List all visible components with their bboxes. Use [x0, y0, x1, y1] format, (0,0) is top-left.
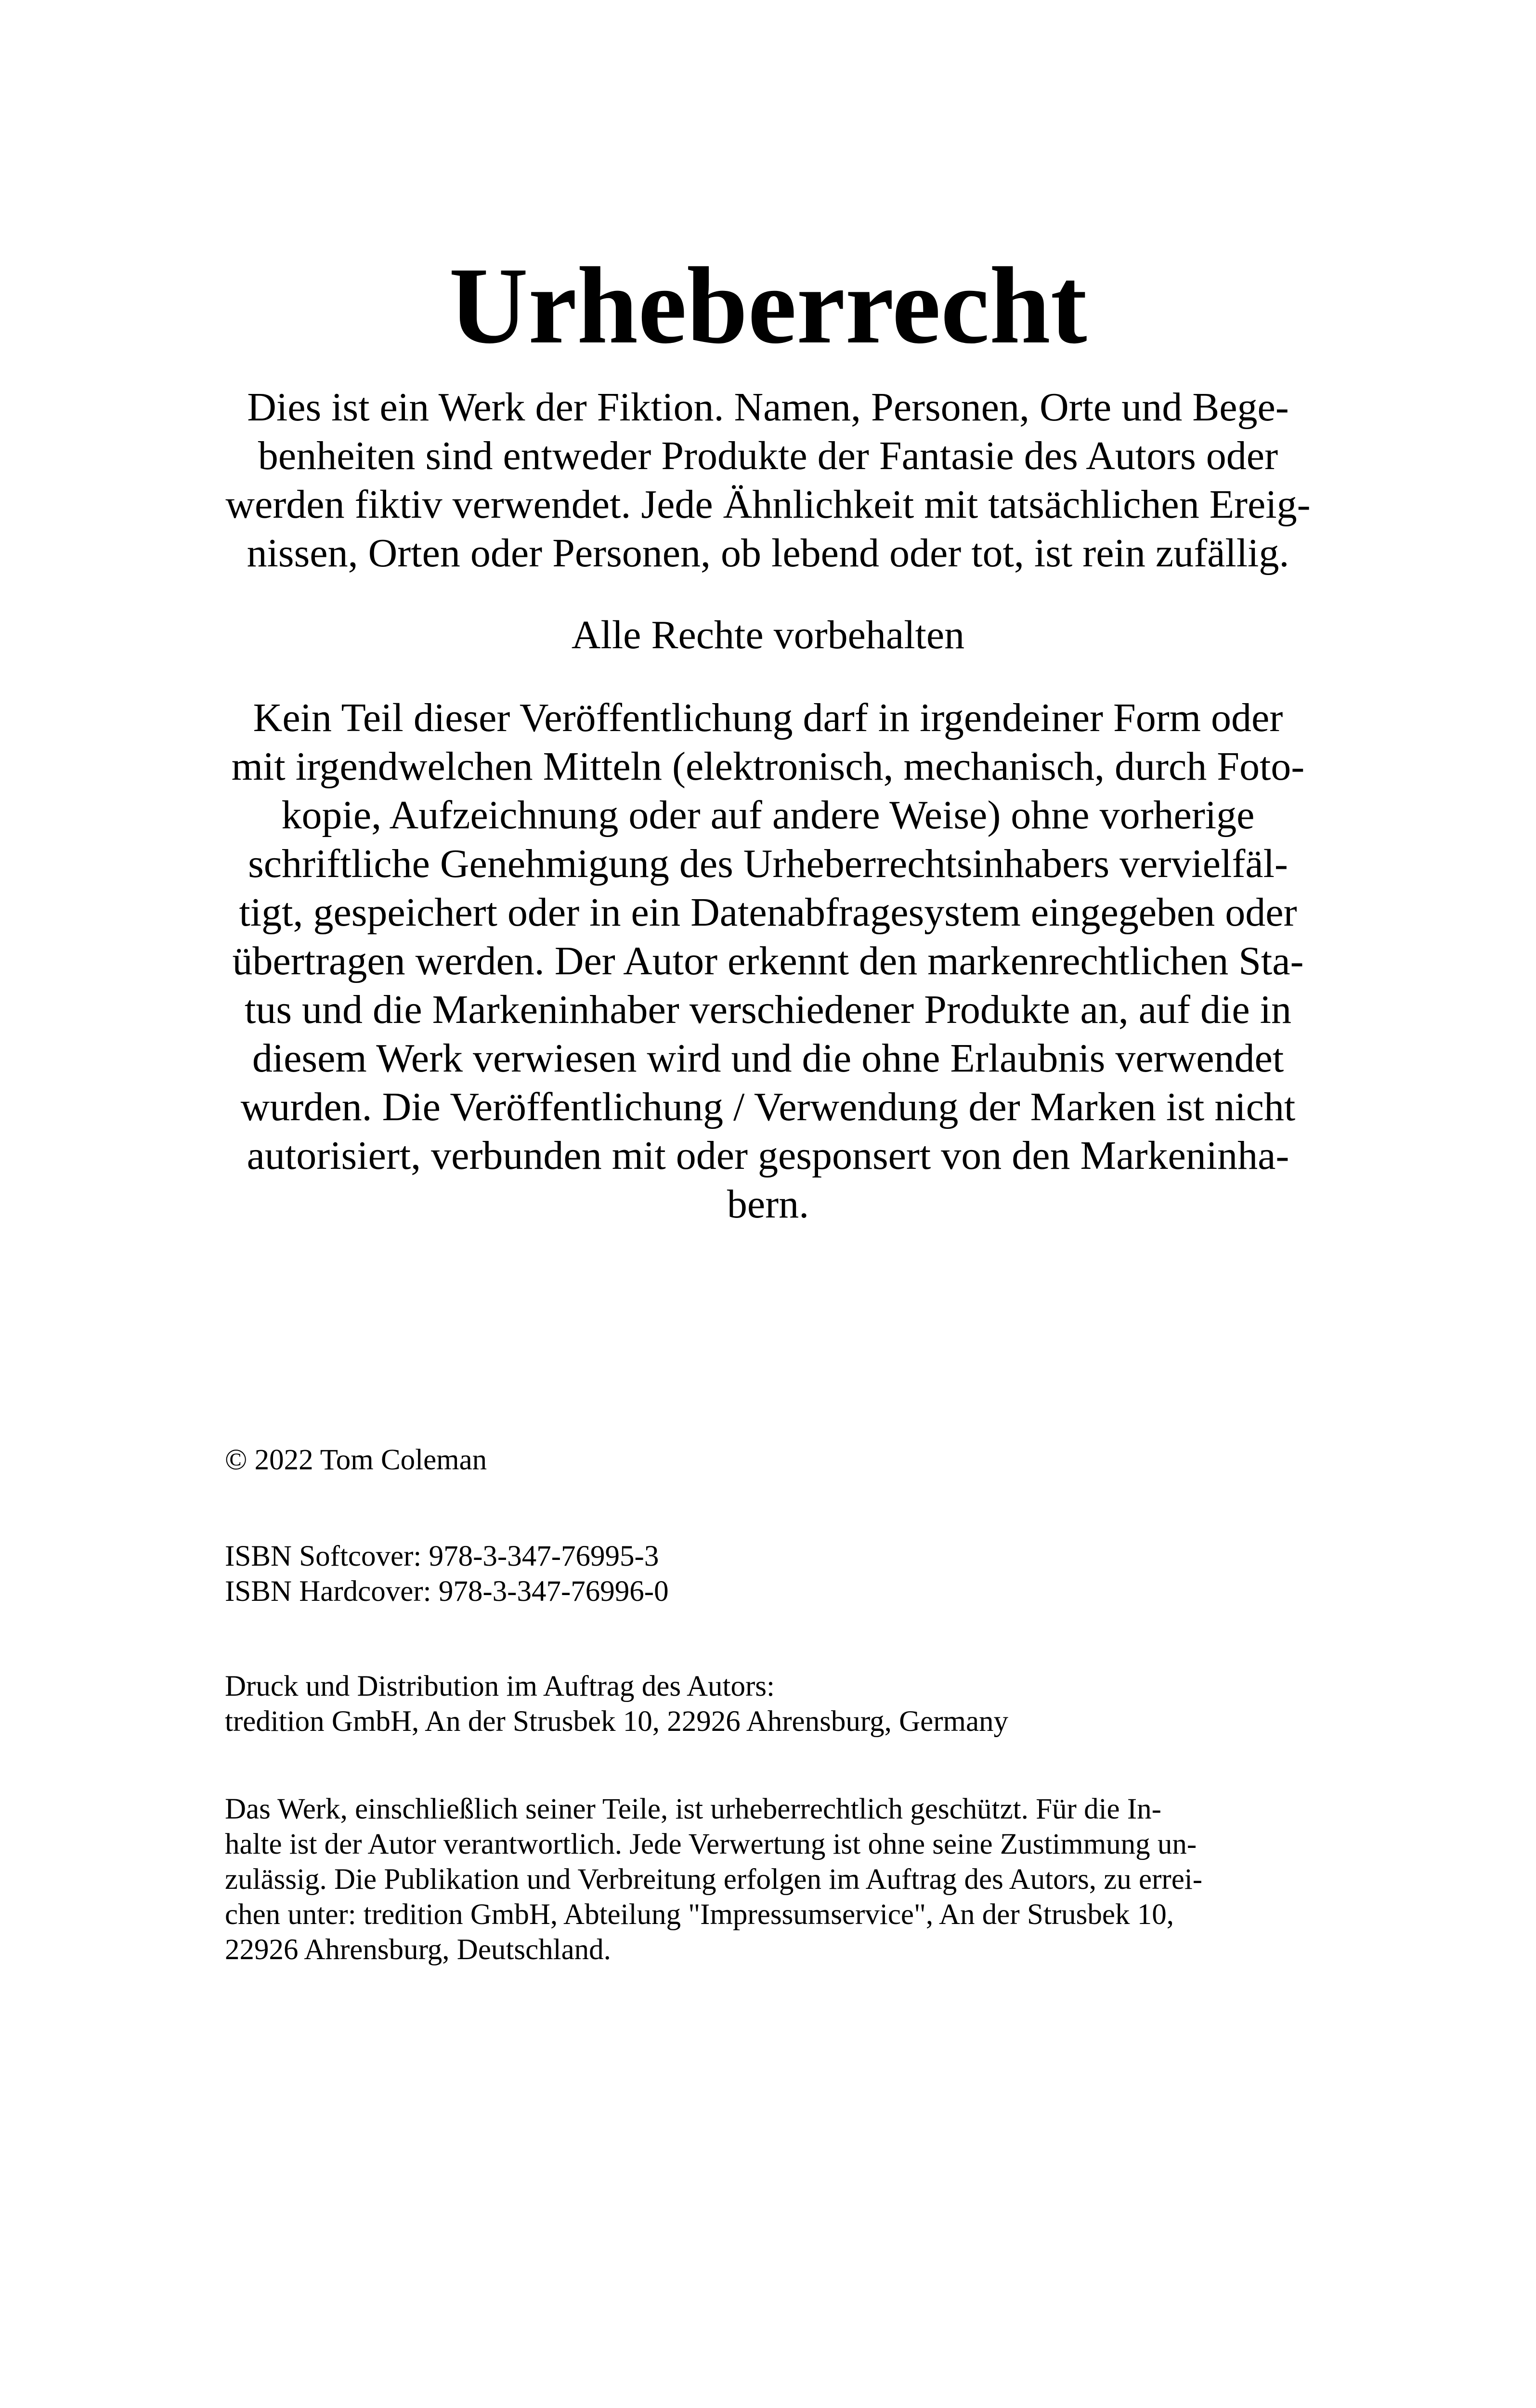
rights-line: übertragen werden. Der Autor erkennt den markenrechtlichen Sta-	[232, 939, 1304, 983]
rights-line: wurden. Die Veröffentlichung / Verwendung der Marken ist nicht	[240, 1085, 1296, 1129]
rights-line: diesem Werk verwiesen wird und die ohne Erlaubnis verwendet	[252, 1036, 1284, 1081]
legal-line: 22926 Ahrensburg, Deutschland.	[225, 1934, 611, 1966]
rights-line: schriftliche Genehmigung des Urheberrechtsinhabers vervielfäl-	[248, 841, 1288, 886]
rights-line: kopie, Aufzeichnung oder auf andere Weise) ohne vorherige	[281, 793, 1255, 838]
rights-reserved-heading	[224, 611, 1312, 659]
rights-line: autorisiert, verbunden mit oder gesponsert von den Markeninha-	[247, 1133, 1289, 1178]
legal-line: zulässig. Die Publikation und Verbreitung erfolgen im Auftrag des Autors, zu errei-	[225, 1863, 1203, 1896]
disclaimer-line: werden fiktiv verwendet. Jede Ähnlichkeit mit tatsächlichen Ereig-	[225, 482, 1311, 527]
rights-line: Kein Teil dieser Veröffentlichung darf in irgendeiner Form oder	[253, 695, 1283, 740]
disclaimer-line: benheiten sind entweder Produkte der Fantasie des Autors oder	[258, 433, 1278, 478]
legal-line: chen unter: tredition GmbH, Abteilung "Impressumservice", An der Strusbek 10,	[225, 1898, 1174, 1931]
copyright-notice	[225, 1442, 1332, 1478]
isbn-softcover: ISBN Softcover: 978-3-347-76995-3	[225, 1540, 659, 1572]
rights-line: mit irgendwelchen Mitteln (elektronisch, mechanisch, durch Foto-	[231, 744, 1305, 789]
copyright-text: © 2022 Tom Coleman	[225, 1444, 487, 1476]
isbn-block	[225, 1539, 1332, 1609]
legal-line: Das Werk, einschließlich seiner Teile, ist urheberrechtlich geschützt. Für die In-	[225, 1793, 1162, 1825]
rights-line: tus und die Markeninhaber verschiedener Produkte an, auf die in	[245, 987, 1291, 1032]
print-line: tredition GmbH, An der Strusbek 10, 22926 Ahrensburg, Germany	[225, 1705, 1009, 1738]
rights-notice	[224, 694, 1312, 1229]
disclaimer-line: Dies ist ein Werk der Fiktion. Namen, Personen, Orte und Bege-	[247, 385, 1289, 430]
print-line: Druck und Distribution im Auftrag des Autors:	[225, 1670, 775, 1702]
legal-notice	[225, 1792, 1332, 1967]
disclaimer-line: nissen, Orten oder Personen, ob lebend oder tot, ist rein zufällig.	[247, 531, 1289, 576]
print-distribution	[225, 1669, 1332, 1739]
rights-reserved-text: Alle Rechte vorbehalten	[571, 613, 965, 657]
legal-line: halte ist der Autor verantwortlich. Jede Verwertung ist ohne seine Zustimmung un-	[225, 1828, 1197, 1860]
page-title: Urheberrecht	[449, 245, 1087, 366]
isbn-hardcover: ISBN Hardcover: 978-3-347-76996-0	[225, 1575, 669, 1608]
fiction-disclaimer	[224, 383, 1312, 577]
rights-line: tigt, gespeichert oder in ein Datenabfragesystem eingegeben oder	[239, 890, 1297, 935]
rights-line: bern.	[727, 1182, 809, 1227]
